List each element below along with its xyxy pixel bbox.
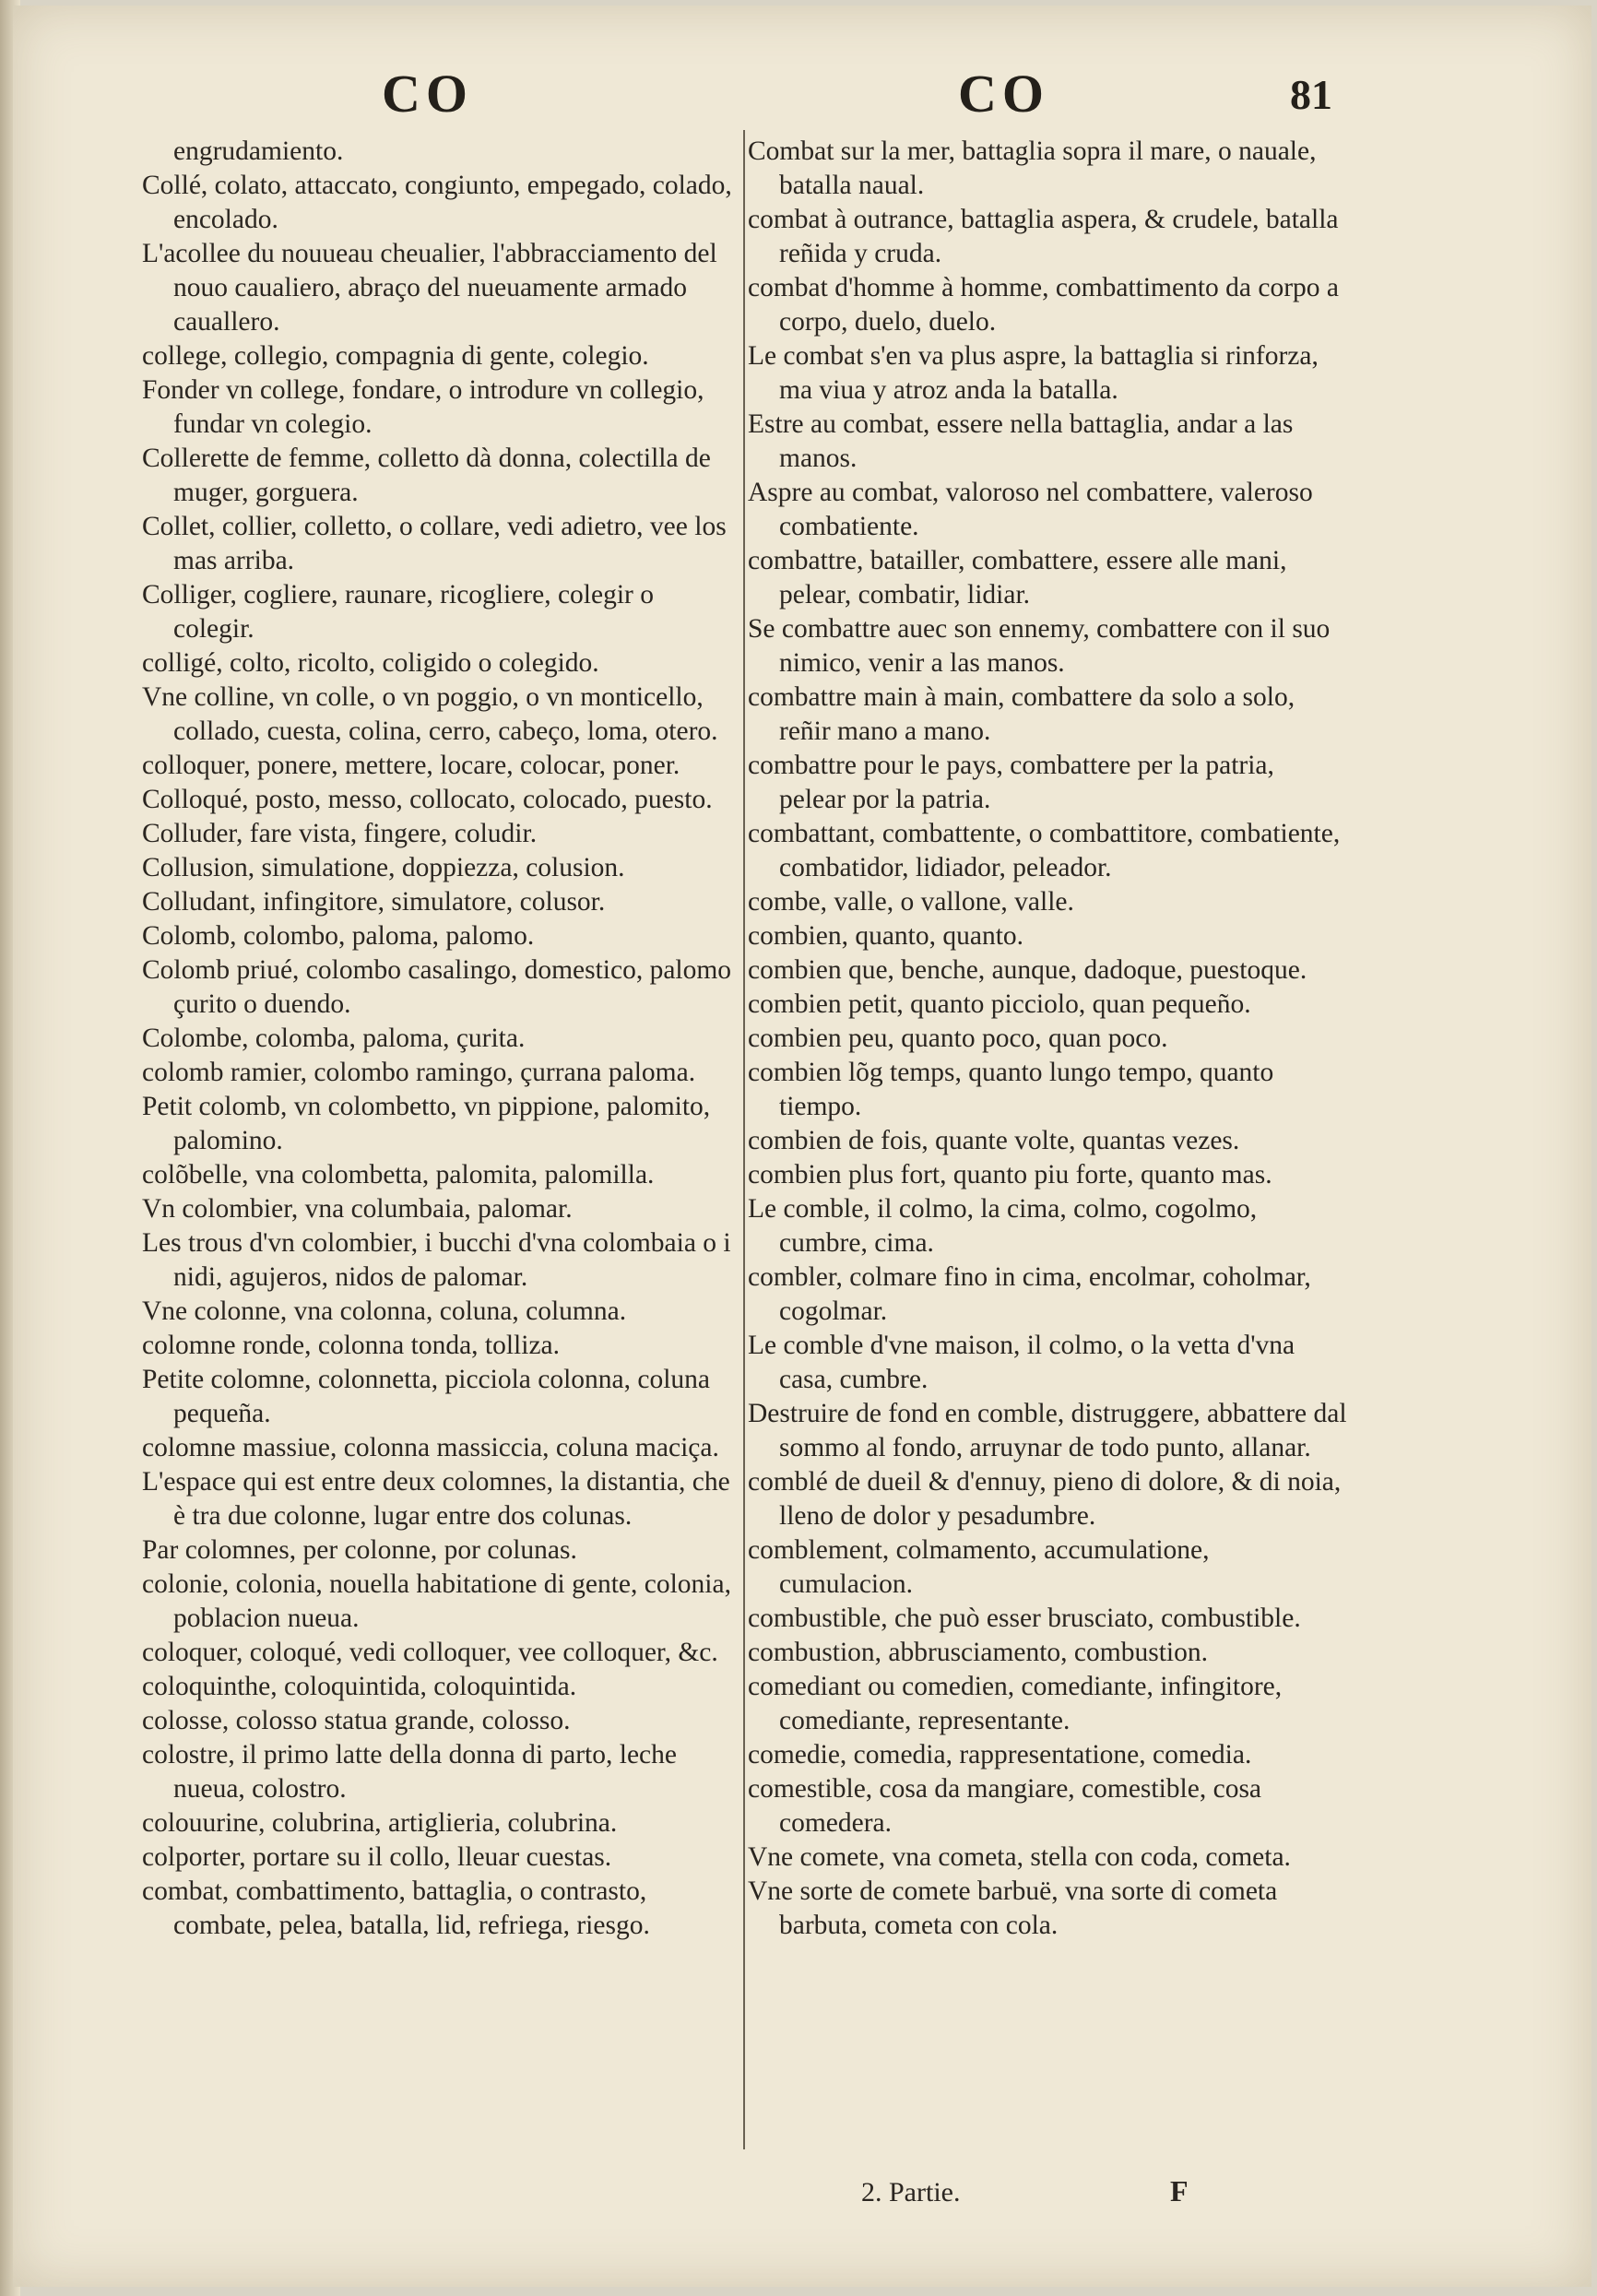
dictionary-entry: combustible, che può esser brusciato, combustible.: [748, 1604, 1301, 1633]
dictionary-entry: colosse, colosso statua grande, colosso.: [142, 1706, 571, 1735]
dictionary-entry: colligé, colto, ricolto, coligido o colegido.: [142, 648, 599, 678]
dictionary-entry: Se combattre auec son ennemy, combattere con il suo nimico, venir a las manos.: [748, 614, 1331, 678]
dictionary-entry: combattre pour le pays, combattere per la patria, pelear por la patria.: [748, 751, 1274, 814]
dictionary-entry: college, collegio, compagnia di gente, colegio.: [142, 341, 649, 371]
dictionary-entry: Colomb, colombo, paloma, palomo.: [142, 921, 535, 951]
dictionary-entry: Le combat s'en va plus aspre, la battaglia si rinforza, ma viua y atroz anda la batalla.: [748, 341, 1319, 405]
dictionary-entry: Petit colomb, vn colombetto, vn pippione, palomito, palomino.: [142, 1092, 711, 1155]
dictionary-entry: comestible, cosa da mangiare, comestible, cosa comedera.: [748, 1774, 1262, 1838]
dictionary-entry: Le comble, il colmo, la cima, colmo, cogolmo, cumbre, cima.: [748, 1194, 1258, 1258]
dictionary-entry: L'acollee du nouueau cheualier, l'abbracciamento del nouo caualiero, abraço del nueuamente armado cauallero.: [142, 239, 717, 337]
dictionary-entry: combustion, abbrusciamento, combustion.: [748, 1638, 1208, 1667]
dictionary-entry: Collerette de femme, colletto dà donna, colectilla de muger, gorguera.: [142, 444, 711, 507]
dictionary-entry: Colliger, cogliere, raunare, ricogliere, colegir o colegir.: [142, 580, 654, 644]
left-column: [142, 135, 732, 2145]
page-number: 81: [1290, 71, 1332, 118]
dictionary-entry: combien lõg temps, quanto lungo tempo, quanto tiempo.: [748, 1058, 1274, 1121]
running-head-left: CO: [382, 64, 473, 124]
dictionary-entry: Collé, colato, attaccato, congiunto, empegado, colado, encolado.: [142, 171, 732, 234]
dictionary-entry: Colombe, colomba, paloma, çurita.: [142, 1024, 526, 1053]
dictionary-entry: combat à outrance, battaglia aspera, & crudele, batalla reñida y cruda.: [748, 205, 1339, 268]
dictionary-entry: colostre, il primo latte della donna di parto, leche nueua, colostro.: [142, 1740, 677, 1804]
dictionary-entry: Colomb priué, colombo casalingo, domestico, palomo çurito o duendo.: [142, 955, 732, 1019]
dictionary-entry: Le comble d'vne maison, il colmo, o la vetta d'vna casa, cumbre.: [748, 1331, 1295, 1394]
dictionary-entry: Fonder vn college, fondare, o introdure vn collegio, fundar vn colegio.: [142, 375, 704, 439]
dictionary-entry: Par colomnes, per colonne, por colunas.: [142, 1535, 577, 1565]
dictionary-entry: Combat sur la mer, battaglia sopra il mare, o nauale, batalla naual.: [748, 136, 1317, 200]
dictionary-entry: comblé de dueil & d'ennuy, pieno di dolore, & di noia, lleno de dolor y pesadumbre.: [748, 1467, 1342, 1531]
dictionary-entry: coloquinthe, coloquintida, coloquintida.: [142, 1672, 577, 1701]
dictionary-entry: colloquer, ponere, mettere, locare, colocar, poner.: [142, 751, 680, 780]
dictionary-entry: combler, colmare fino in cima, encolmar, coholmar, cogolmar.: [748, 1262, 1311, 1326]
dictionary-entry: comediant ou comedien, comediante, infingitore, comediante, representante.: [748, 1672, 1283, 1735]
dictionary-entry: comedie, comedia, rappresentatione, comedia.: [748, 1740, 1252, 1769]
dictionary-entry: combattre main à main, combattere da solo a solo, reñir mano a mano.: [748, 682, 1295, 746]
dictionary-entry: engrudamiento.: [173, 136, 344, 166]
dictionary-entry: combien peu, quanto poco, quan poco.: [748, 1024, 1168, 1053]
dictionary-entry: Collusion, simulatione, doppiezza, colusion.: [142, 853, 625, 882]
signature-letter: F: [1170, 2174, 1189, 2207]
dictionary-entry: combat, combattimento, battaglia, o contrasto, combate, pelea, batalla, lid, refriega, riesgo.: [142, 1876, 650, 1940]
dictionary-entry: combien, quanto, quanto.: [748, 921, 1024, 951]
dictionary-entry: combien plus fort, quanto piu forte, quanto mas.: [748, 1160, 1272, 1189]
running-head-right: CO: [958, 64, 1049, 124]
dictionary-entry: colomne massiue, colonna massiccia, coluna maciça.: [142, 1433, 719, 1462]
dictionary-entry: Vn colombier, vna columbaia, palomar.: [142, 1194, 573, 1224]
dictionary-entry: Vne colline, vn colle, o vn poggio, o vn monticello, collado, cuesta, colina, cerro, cabeço, loma, otero.: [142, 682, 718, 746]
dictionary-entry: combattant, combattente, o combattitore, combatiente, combatidor, lidiador, peleador.: [748, 819, 1341, 882]
dictionary-entry: colporter, portare su il collo, lleuar cuestas.: [142, 1842, 612, 1872]
dictionary-entry: Destruire de fond en comble, distruggere, abbattere dal sommo al fondo, arruynar de todo punto, allanar.: [748, 1399, 1347, 1462]
dictionary-entry: Collet, collier, colletto, o collare, vedi adietro, vee los mas arriba.: [142, 512, 727, 575]
page: [13, 6, 1591, 2287]
dictionary-entry: L'espace qui est entre deux colomnes, la distantia, che è tra due colonne, lugar entre dos colunas.: [142, 1467, 730, 1531]
dictionary-entry: colomne ronde, colonna tonda, tolliza.: [142, 1331, 561, 1360]
dictionary-entry: Petite colomne, colonnetta, picciola colonna, coluna pequeña.: [142, 1365, 711, 1428]
dictionary-entry: Colluder, fare vista, fingere, coludir.: [142, 819, 538, 848]
dictionary-entry: Aspre au combat, valoroso nel combattere, valeroso combatiente.: [748, 478, 1313, 541]
signature-mark: 2. Partie.: [861, 2177, 961, 2207]
dictionary-entry: combien de fois, quante volte, quantas vezes.: [748, 1126, 1240, 1155]
dictionary-entry: combat d'homme à homme, combattimento da corpo a corpo, duelo, duelo.: [748, 273, 1340, 337]
dictionary-entry: combe, valle, o vallone, valle.: [748, 887, 1074, 917]
dictionary-entry: combien petit, quanto picciolo, quan pequeño.: [748, 989, 1251, 1019]
dictionary-entry: comblement, colmamento, accumulatione, cumulacion.: [748, 1535, 1210, 1599]
dictionary-entry: combien que, benche, aunque, dadoque, puestoque.: [748, 955, 1307, 985]
dictionary-entry: coloquer, coloqué, vedi colloquer, vee colloquer, &c.: [142, 1638, 718, 1667]
dictionary-entry: combattre, batailler, combattere, essere alle mani, pelear, combatir, lidiar.: [748, 546, 1287, 610]
dictionary-entry: Vne sorte de comete barbuë, vna sorte di cometa barbuta, cometa con cola.: [748, 1876, 1278, 1940]
right-column: [748, 135, 1347, 2145]
dictionary-entry: colonie, colonia, nouella habitatione di gente, colonia, poblacion nueua.: [142, 1569, 731, 1633]
dictionary-entry: colomb ramier, colombo ramingo, çurrana paloma.: [142, 1058, 696, 1087]
dictionary-entry: Les trous d'vn colombier, i bucchi d'vna colombaia o i nidi, agujeros, nidos de palomar.: [142, 1228, 731, 1292]
dictionary-entry: colouurine, colubrina, artiglieria, colubrina.: [142, 1808, 618, 1838]
dictionary-entry: Colloqué, posto, messo, collocato, colocado, puesto.: [142, 785, 713, 814]
dictionary-entry: colõbelle, vna colombetta, palomita, palomilla.: [142, 1160, 655, 1189]
dictionary-entry: Vne comete, vna cometa, stella con coda, cometa.: [748, 1842, 1291, 1872]
dictionary-entry: Vne colonne, vna colonna, coluna, columna.: [142, 1296, 627, 1326]
dictionary-entry: Colludant, infingitore, simulatore, colusor.: [142, 887, 606, 917]
dictionary-entry: Estre au combat, essere nella battaglia, andar a las manos.: [748, 409, 1294, 473]
column-rule: [743, 130, 745, 2149]
